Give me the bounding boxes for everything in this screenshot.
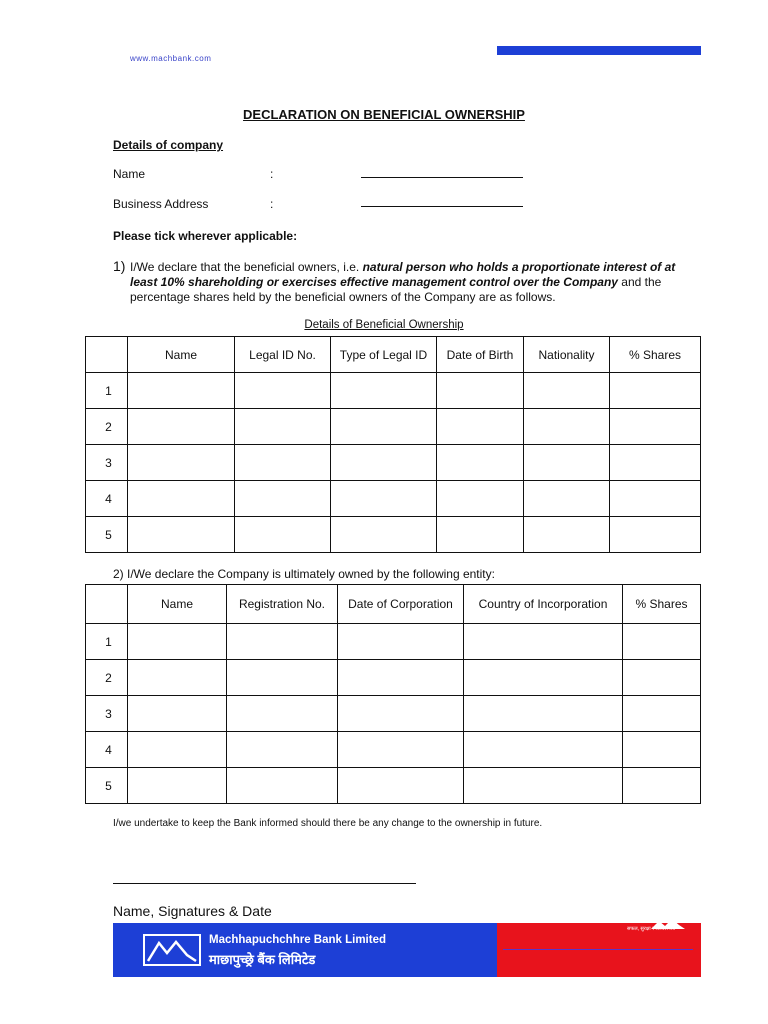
- row-number: 4: [86, 732, 128, 768]
- table-cell[interactable]: [331, 517, 437, 553]
- table-cell[interactable]: [128, 481, 235, 517]
- column-header: [86, 337, 128, 373]
- business-address-label: Business Address: [113, 197, 209, 211]
- table-row: [86, 624, 701, 660]
- bank-tagline: सफल, सुरक्षा र विश्वसनीय: [627, 926, 675, 932]
- document-title: DECLARATION ON BENEFICIAL OWNERSHIP: [243, 107, 525, 122]
- row-number: 1: [86, 373, 128, 409]
- table-cell[interactable]: [128, 445, 235, 481]
- table-cell[interactable]: [524, 409, 610, 445]
- table-cell[interactable]: [331, 445, 437, 481]
- table-cell[interactable]: [338, 660, 464, 696]
- column-header-date-of-corporation: Date of Corporation: [338, 585, 464, 624]
- table-row: [86, 768, 701, 804]
- table-header-row: [86, 337, 701, 373]
- table-cell[interactable]: [437, 481, 524, 517]
- table-cell[interactable]: [227, 624, 338, 660]
- row-number: 1: [86, 624, 128, 660]
- tick-instruction: Please tick wherever applicable:: [113, 229, 298, 243]
- declaration-1-text: [130, 260, 700, 305]
- beneficial-ownership-table: [85, 336, 701, 553]
- business-address-colon: :: [270, 197, 274, 211]
- declaration-1-prefix: I/We declare that the beneficial owners, i.e.: [130, 260, 363, 274]
- table-cell[interactable]: [524, 481, 610, 517]
- company-name-colon: :: [270, 167, 274, 181]
- declaration-1-emphasis: natural person who holds a proportionate interest of at least 10% shareholding or exercises effective management control over the Company: [130, 260, 676, 289]
- table-cell[interactable]: [128, 373, 235, 409]
- company-name-blank[interactable]: [361, 177, 523, 178]
- table-cell[interactable]: [623, 732, 701, 768]
- table-cell[interactable]: [464, 696, 623, 732]
- table-cell[interactable]: [524, 373, 610, 409]
- ultimate-owner-table: [85, 584, 701, 804]
- table-cell[interactable]: [338, 696, 464, 732]
- column-header-name: Name: [128, 585, 227, 624]
- table-cell[interactable]: [235, 409, 331, 445]
- row-number: 5: [86, 768, 128, 804]
- table-cell[interactable]: [128, 624, 227, 660]
- table-cell[interactable]: [338, 768, 464, 804]
- table-row: [86, 660, 701, 696]
- table-cell[interactable]: [227, 696, 338, 732]
- table-cell[interactable]: [235, 517, 331, 553]
- header-accent-bar: [497, 46, 701, 55]
- table-cell[interactable]: [464, 768, 623, 804]
- table-cell[interactable]: [128, 660, 227, 696]
- table-cell[interactable]: [623, 696, 701, 732]
- table-row: [86, 732, 701, 768]
- table-cell[interactable]: [623, 768, 701, 804]
- table-cell[interactable]: [128, 732, 227, 768]
- table-cell[interactable]: [227, 660, 338, 696]
- row-number: 5: [86, 517, 128, 553]
- table-cell[interactable]: [524, 517, 610, 553]
- row-number: 2: [86, 660, 128, 696]
- undertaking-text: I/we undertake to keep the Bank informed should there be any change to the ownership in future.: [113, 818, 543, 829]
- table-cell[interactable]: [610, 517, 701, 553]
- site-url[interactable]: www.machbank.com: [130, 54, 212, 63]
- table-row: [86, 445, 701, 481]
- table-cell[interactable]: [331, 409, 437, 445]
- bank-name-english: Machhapuchchhre Bank Limited: [209, 934, 387, 946]
- declaration-1-number: 1): [113, 258, 126, 274]
- table-cell[interactable]: [437, 409, 524, 445]
- table-cell[interactable]: [524, 445, 610, 481]
- table-cell[interactable]: [235, 373, 331, 409]
- column-header-shares: % Shares: [610, 337, 701, 373]
- table-cell[interactable]: [437, 445, 524, 481]
- column-header-nationality: Nationality: [524, 337, 610, 373]
- column-header: [86, 585, 128, 624]
- table-cell[interactable]: [610, 481, 701, 517]
- table-cell[interactable]: [235, 481, 331, 517]
- table-row: [86, 373, 701, 409]
- mountain-logo-icon: [143, 934, 201, 966]
- table-row: [86, 409, 701, 445]
- bank-name-nepali: माछापुच्छ्रे बैंक लिमिटेड: [209, 952, 316, 967]
- column-header-shares: % Shares: [623, 585, 701, 624]
- table-cell[interactable]: [235, 445, 331, 481]
- table-header-row: [86, 585, 701, 624]
- table-cell[interactable]: [128, 517, 235, 553]
- table-cell[interactable]: [227, 768, 338, 804]
- business-address-blank[interactable]: [361, 206, 523, 207]
- column-header-legal-id: Legal ID No.: [235, 337, 331, 373]
- column-header-country-of-incorporation: Country of Incorporation: [464, 585, 623, 624]
- beneficial-ownership-caption: Details of Beneficial Ownership: [304, 319, 464, 331]
- table-cell[interactable]: [331, 373, 437, 409]
- table-cell[interactable]: [128, 409, 235, 445]
- table-cell[interactable]: [464, 732, 623, 768]
- table-row: [86, 481, 701, 517]
- column-header-name: Name: [128, 337, 235, 373]
- table-cell[interactable]: [610, 409, 701, 445]
- bank-footer-banner: [113, 923, 701, 977]
- table-cell[interactable]: [338, 624, 464, 660]
- table-row: [86, 517, 701, 553]
- column-header-date-of-birth: Date of Birth: [437, 337, 524, 373]
- table-cell[interactable]: [437, 517, 524, 553]
- table-cell[interactable]: [331, 481, 437, 517]
- row-number: 2: [86, 409, 128, 445]
- footer-red-rule: [503, 949, 693, 950]
- row-number: 3: [86, 696, 128, 732]
- table-cell[interactable]: [128, 696, 227, 732]
- table-cell[interactable]: [437, 373, 524, 409]
- signature-line[interactable]: [113, 883, 416, 884]
- table-cell[interactable]: [610, 373, 701, 409]
- declaration-2-text: 2) I/We declare the Company is ultimately owned by the following entity:: [113, 567, 495, 581]
- company-name-label: Name: [113, 167, 146, 181]
- table-cell[interactable]: [623, 660, 701, 696]
- column-header-registration-no: Registration No.: [227, 585, 338, 624]
- table-cell[interactable]: [227, 732, 338, 768]
- table-row: [86, 696, 701, 732]
- declaration-1-suffix: and the percentage shares held by the beneficial owners of the Company are as follows.: [130, 275, 662, 304]
- column-header-type-legal-id: Type of Legal ID: [331, 337, 437, 373]
- company-details-heading: Details of company: [113, 138, 224, 152]
- row-number: 3: [86, 445, 128, 481]
- signature-label: Name, Signatures & Date: [113, 903, 272, 919]
- table-cell[interactable]: [623, 624, 701, 660]
- table-cell[interactable]: [128, 768, 227, 804]
- table-cell[interactable]: [610, 445, 701, 481]
- table-cell[interactable]: [464, 660, 623, 696]
- table-cell[interactable]: [464, 624, 623, 660]
- row-number: 4: [86, 481, 128, 517]
- table-cell[interactable]: [338, 732, 464, 768]
